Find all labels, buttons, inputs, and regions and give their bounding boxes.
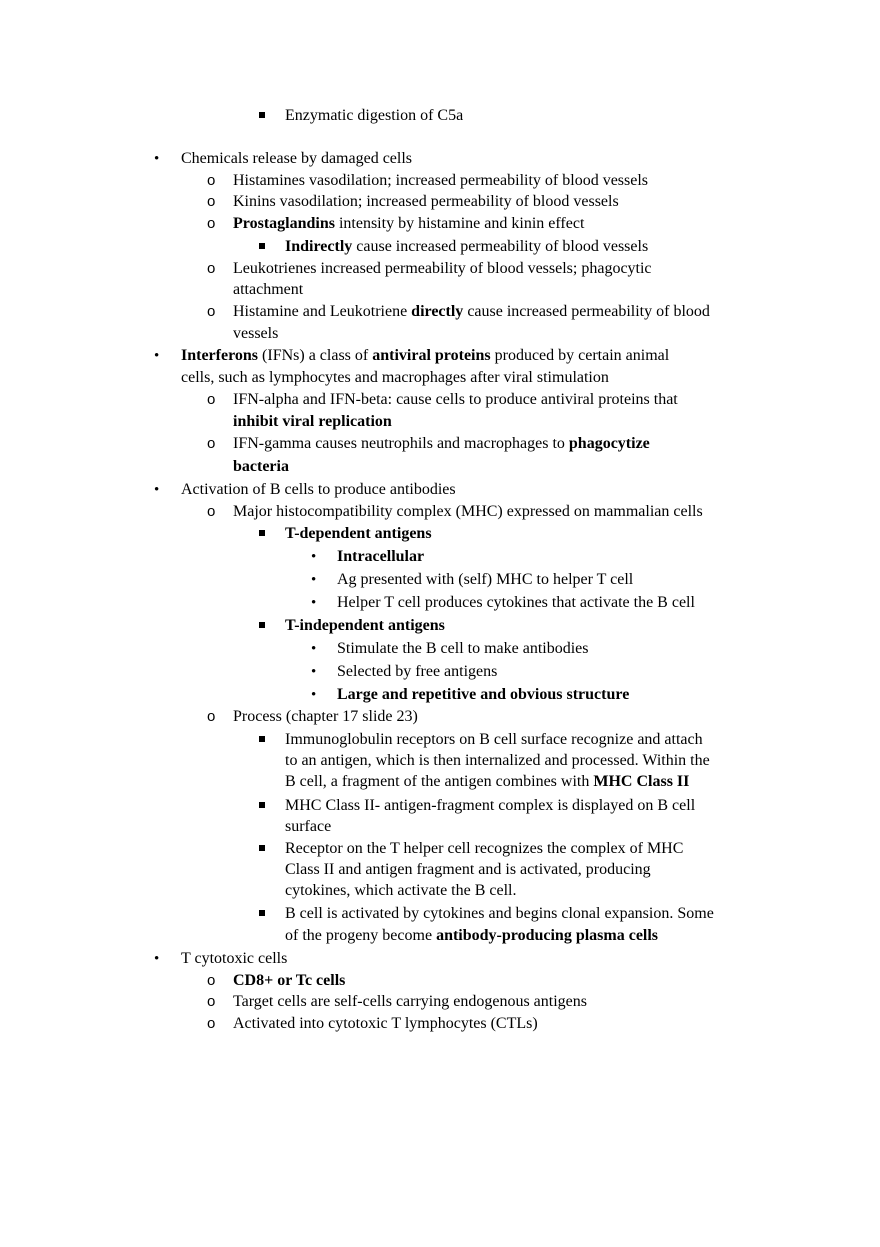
list-item: IFN-alpha and IFN-beta: cause cells to produce antiviral proteins that — [233, 391, 678, 408]
bullet-icon — [311, 662, 316, 682]
list-item: CD8+ or Tc cells — [233, 972, 346, 989]
bullet-icon — [154, 149, 159, 169]
list-item: Stimulate the B cell to make antibodies — [337, 640, 589, 657]
circle-bullet-icon — [207, 302, 215, 322]
list-item: Chemicals release by damaged cells — [181, 150, 413, 167]
list-item-continuation: inhibit viral replication — [233, 413, 392, 430]
list-item-continuation: Class II and antigen fragment and is activated, producing — [285, 861, 651, 878]
list-item: Ag presented with (self) MHC to helper T cell — [337, 571, 634, 588]
list-item-continuation: bacteria — [233, 458, 289, 475]
circle-bullet-icon — [207, 502, 215, 522]
list-item-continuation: surface — [285, 818, 332, 835]
list-item: Intracellular — [337, 548, 425, 565]
square-bullet-icon — [259, 524, 265, 544]
circle-bullet-icon — [207, 259, 215, 279]
list-item-continuation: B cell, a fragment of the antigen combines with MHC Class II — [285, 773, 690, 790]
circle-bullet-icon — [207, 390, 215, 410]
list-item: Indirectly cause increased permeability of blood vessels — [285, 238, 649, 255]
square-bullet-icon — [259, 237, 265, 257]
list-item: Enzymatic digestion of C5a — [285, 107, 464, 124]
list-item: T-dependent antigens — [285, 525, 432, 542]
list-item: Major histocompatibility complex (MHC) expressed on mammalian cells — [233, 503, 703, 520]
bullet-icon — [311, 685, 316, 705]
square-bullet-icon — [259, 730, 265, 750]
list-item: Kinins vasodilation; increased permeability of blood vessels — [233, 193, 619, 210]
list-item: Histamine and Leukotriene directly cause increased permeability of blood — [233, 303, 710, 320]
list-item: Helper T cell produces cytokines that activate the B cell — [337, 594, 695, 611]
list-item: Process (chapter 17 slide 23) — [233, 708, 418, 725]
bullet-icon — [154, 949, 159, 969]
list-item: Target cells are self-cells carrying endogenous antigens — [233, 993, 587, 1010]
list-item: Large and repetitive and obvious structure — [337, 686, 630, 703]
list-item: Activated into cytotoxic T lymphocytes (CTLs) — [233, 1015, 538, 1032]
circle-bullet-icon — [207, 1014, 215, 1034]
bullet-icon — [311, 639, 316, 659]
square-bullet-icon — [259, 904, 265, 924]
list-item: Immunoglobulin receptors on B cell surface recognize and attach — [285, 731, 703, 748]
list-item-continuation: cells, such as lymphocytes and macrophages after viral stimulation — [181, 369, 609, 386]
list-item: Leukotrienes increased permeability of blood vessels; phagocytic — [233, 260, 652, 277]
bullet-icon — [311, 570, 316, 590]
circle-bullet-icon — [207, 971, 215, 991]
list-item: Selected by free antigens — [337, 663, 498, 680]
list-item: MHC Class II- antigen-fragment complex is displayed on B cell — [285, 797, 696, 814]
circle-bullet-icon — [207, 192, 215, 212]
list-item: Receptor on the T helper cell recognizes the complex of MHC — [285, 840, 684, 857]
list-item: Interferons (IFNs) a class of antiviral proteins produced by certain animal — [181, 347, 670, 364]
list-item-continuation: to an antigen, which is then internalized and processed. Within the — [285, 752, 710, 769]
list-item-continuation: of the progeny become antibody-producing plasma cells — [285, 927, 659, 944]
list-item: T-independent antigens — [285, 617, 445, 634]
list-item-continuation: attachment — [233, 281, 304, 298]
list-item: T cytotoxic cells — [181, 950, 288, 967]
list-item-continuation: cytokines, which activate the B cell. — [285, 882, 517, 899]
list-item: B cell is activated by cytokines and begins clonal expansion. Some — [285, 905, 714, 922]
bullet-icon — [311, 547, 316, 567]
list-item: IFN-gamma causes neutrophils and macrophages to phagocytize — [233, 435, 650, 452]
list-item-continuation: vessels — [233, 325, 279, 342]
circle-bullet-icon — [207, 171, 215, 191]
bullet-icon — [154, 480, 159, 500]
circle-bullet-icon — [207, 992, 215, 1012]
circle-bullet-icon — [207, 707, 215, 727]
square-bullet-icon — [259, 106, 265, 126]
list-item: Prostaglandins intensity by histamine and kinin effect — [233, 215, 585, 232]
list-item: Activation of B cells to produce antibodies — [181, 481, 456, 498]
bullet-icon — [311, 593, 316, 613]
list-item: Histamines vasodilation; increased permeability of blood vessels — [233, 172, 649, 189]
square-bullet-icon — [259, 839, 265, 859]
bullet-icon — [154, 346, 159, 366]
circle-bullet-icon — [207, 214, 215, 234]
circle-bullet-icon — [207, 434, 215, 454]
square-bullet-icon — [259, 796, 265, 816]
square-bullet-icon — [259, 616, 265, 636]
